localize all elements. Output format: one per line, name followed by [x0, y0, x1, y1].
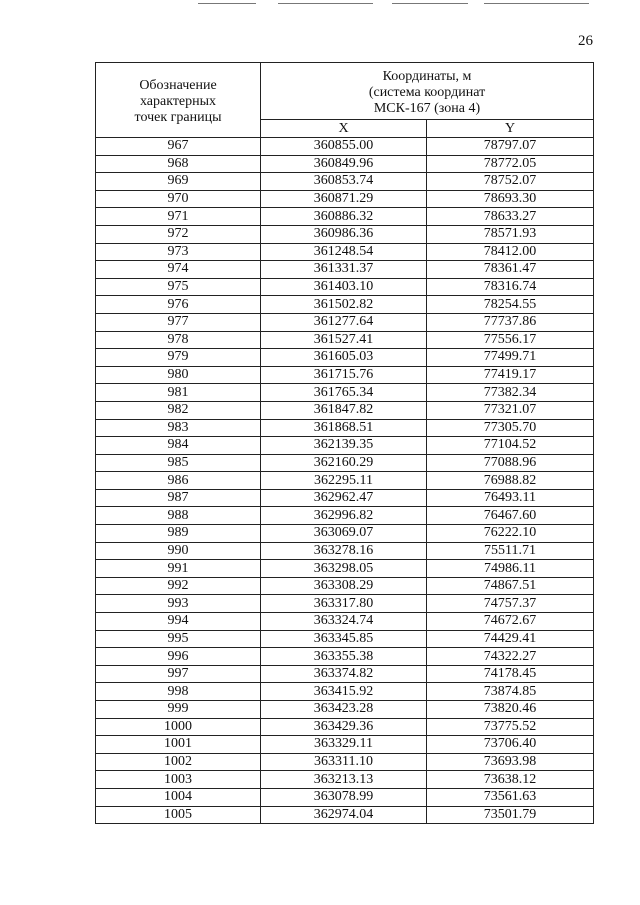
point-number-cell: 967	[96, 138, 261, 156]
x-coordinate-cell: 363078.99	[261, 788, 427, 806]
x-coordinate-cell: 360886.32	[261, 208, 427, 226]
y-coordinate-cell: 78412.00	[427, 243, 594, 261]
x-coordinate-cell: 360986.36	[261, 225, 427, 243]
y-coordinate-cell: 77305.70	[427, 419, 594, 437]
point-number-cell: 980	[96, 366, 261, 384]
y-coordinate-cell: 77556.17	[427, 331, 594, 349]
y-coordinate-cell: 76988.82	[427, 472, 594, 490]
y-coordinate-cell: 73775.52	[427, 718, 594, 736]
table-row	[96, 313, 594, 331]
x-coordinate-cell: 361248.54	[261, 243, 427, 261]
point-number-cell: 998	[96, 683, 261, 701]
x-coordinate-cell: 363355.38	[261, 648, 427, 666]
y-coordinate-cell: 73693.98	[427, 753, 594, 771]
x-coordinate-cell: 361847.82	[261, 401, 427, 419]
y-coordinate-cell: 77499.71	[427, 349, 594, 367]
x-coordinate-cell: 360871.29	[261, 190, 427, 208]
point-number-cell: 990	[96, 542, 261, 560]
point-number-cell: 973	[96, 243, 261, 261]
point-number-cell: 996	[96, 648, 261, 666]
x-coordinate-cell: 363317.80	[261, 595, 427, 613]
table-row	[96, 366, 594, 384]
page-number: 26	[578, 33, 593, 49]
point-designation-header	[96, 63, 261, 138]
x-coordinate-cell: 363308.29	[261, 577, 427, 595]
x-coordinate-cell: 360849.96	[261, 155, 427, 173]
x-coordinate-cell: 361527.41	[261, 331, 427, 349]
top-rule-2	[278, 3, 373, 4]
x-coordinate-cell: 362139.35	[261, 437, 427, 455]
table-row	[96, 806, 594, 824]
x-coordinate-cell: 363278.16	[261, 542, 427, 560]
table-row	[96, 472, 594, 490]
point-number-cell: 971	[96, 208, 261, 226]
point-number-cell: 974	[96, 261, 261, 279]
top-rule-1	[198, 3, 256, 4]
point-number-cell: 999	[96, 701, 261, 719]
y-coordinate-cell: 78633.27	[427, 208, 594, 226]
table-row	[96, 788, 594, 806]
table-row	[96, 595, 594, 613]
table-row	[96, 401, 594, 419]
x-coordinate-cell: 361403.10	[261, 278, 427, 296]
table-row	[96, 718, 594, 736]
point-number-cell: 989	[96, 525, 261, 543]
x-coordinate-cell: 361277.64	[261, 313, 427, 331]
x-coordinate-cell: 363213.13	[261, 771, 427, 789]
y-coordinate-cell: 73501.79	[427, 806, 594, 824]
point-number-cell: 994	[96, 613, 261, 631]
x-coordinate-cell: 361715.76	[261, 366, 427, 384]
y-coordinate-cell: 77382.34	[427, 384, 594, 402]
y-coordinate-cell: 78361.47	[427, 261, 594, 279]
point-number-cell: 1002	[96, 753, 261, 771]
y-coordinate-cell: 77737.86	[427, 313, 594, 331]
point-number-cell: 995	[96, 630, 261, 648]
table-row	[96, 261, 594, 279]
x-coordinate-cell: 362962.47	[261, 489, 427, 507]
x-coordinate-cell: 362974.04	[261, 806, 427, 824]
y-coordinate-cell: 75511.71	[427, 542, 594, 560]
y-coordinate-cell: 74322.27	[427, 648, 594, 666]
x-coordinate-cell: 361868.51	[261, 419, 427, 437]
point-number-cell: 993	[96, 595, 261, 613]
y-coordinate-cell: 78571.93	[427, 225, 594, 243]
point-number-cell: 981	[96, 384, 261, 402]
table-row	[96, 331, 594, 349]
table-row	[96, 454, 594, 472]
table-row	[96, 683, 594, 701]
y-coordinate-cell: 77321.07	[427, 401, 594, 419]
y-coordinate-cell: 74757.37	[427, 595, 594, 613]
x-coordinate-cell: 363429.36	[261, 718, 427, 736]
y-column-header: Y	[427, 120, 594, 138]
y-coordinate-cell: 73638.12	[427, 771, 594, 789]
table-row	[96, 542, 594, 560]
y-coordinate-cell: 78752.07	[427, 173, 594, 191]
x-coordinate-cell: 363374.82	[261, 665, 427, 683]
y-coordinate-cell: 76493.11	[427, 489, 594, 507]
table-row	[96, 138, 594, 156]
table-row	[96, 349, 594, 367]
table-row	[96, 665, 594, 683]
y-coordinate-cell: 74429.41	[427, 630, 594, 648]
x-coordinate-cell: 363345.85	[261, 630, 427, 648]
table-header-row	[96, 63, 594, 120]
y-coordinate-cell: 78797.07	[427, 138, 594, 156]
table-row	[96, 278, 594, 296]
table-row	[96, 753, 594, 771]
coordinates-header	[261, 63, 594, 120]
point-number-cell: 972	[96, 225, 261, 243]
x-coordinate-cell: 361765.34	[261, 384, 427, 402]
table-row	[96, 630, 594, 648]
table-row	[96, 419, 594, 437]
point-number-cell: 975	[96, 278, 261, 296]
y-coordinate-cell: 77104.52	[427, 437, 594, 455]
point-number-cell: 1005	[96, 806, 261, 824]
y-coordinate-cell: 78693.30	[427, 190, 594, 208]
y-coordinate-cell: 74986.11	[427, 560, 594, 578]
y-coordinate-cell: 78254.55	[427, 296, 594, 314]
table-row	[96, 507, 594, 525]
y-coordinate-cell: 76222.10	[427, 525, 594, 543]
x-coordinate-cell: 361502.82	[261, 296, 427, 314]
table-row	[96, 208, 594, 226]
y-coordinate-cell: 74178.45	[427, 665, 594, 683]
point-number-cell: 997	[96, 665, 261, 683]
table-row	[96, 648, 594, 666]
x-coordinate-cell: 362295.11	[261, 472, 427, 490]
point-header-line: характерных	[139, 94, 217, 109]
point-number-cell: 983	[96, 419, 261, 437]
y-coordinate-cell: 77088.96	[427, 454, 594, 472]
table-row	[96, 525, 594, 543]
y-coordinate-cell: 73706.40	[427, 736, 594, 754]
point-number-cell: 984	[96, 437, 261, 455]
y-coordinate-cell: 74867.51	[427, 577, 594, 595]
table-row	[96, 155, 594, 173]
top-rule-4	[484, 3, 589, 4]
point-number-cell: 988	[96, 507, 261, 525]
point-number-cell: 978	[96, 331, 261, 349]
table-row	[96, 173, 594, 191]
point-number-cell: 1004	[96, 788, 261, 806]
coordinates-table	[95, 62, 594, 824]
point-number-cell: 976	[96, 296, 261, 314]
table-row	[96, 577, 594, 595]
table-row	[96, 296, 594, 314]
point-number-cell: 970	[96, 190, 261, 208]
x-coordinate-cell: 363298.05	[261, 560, 427, 578]
x-column-header: X	[261, 120, 427, 138]
x-coordinate-cell: 363324.74	[261, 613, 427, 631]
point-number-cell: 979	[96, 349, 261, 367]
point-number-cell: 1003	[96, 771, 261, 789]
point-number-cell: 969	[96, 173, 261, 191]
x-coordinate-cell: 361331.37	[261, 261, 427, 279]
y-coordinate-cell: 78316.74	[427, 278, 594, 296]
x-coordinate-cell: 363415.92	[261, 683, 427, 701]
point-number-cell: 977	[96, 313, 261, 331]
table-row	[96, 190, 594, 208]
point-number-cell: 1000	[96, 718, 261, 736]
table-row	[96, 560, 594, 578]
y-coordinate-cell: 74672.67	[427, 613, 594, 631]
point-number-cell: 982	[96, 401, 261, 419]
point-header-line: Обозначение	[139, 78, 217, 93]
point-number-cell: 987	[96, 489, 261, 507]
x-coordinate-cell: 363423.28	[261, 701, 427, 719]
point-number-cell: 986	[96, 472, 261, 490]
x-coordinate-cell: 363311.10	[261, 753, 427, 771]
x-coordinate-cell: 363069.07	[261, 525, 427, 543]
x-coordinate-cell: 360853.74	[261, 173, 427, 191]
table-row	[96, 384, 594, 402]
table-row	[96, 225, 594, 243]
point-number-cell: 968	[96, 155, 261, 173]
x-coordinate-cell: 360855.00	[261, 138, 427, 156]
y-coordinate-cell: 73561.63	[427, 788, 594, 806]
table-row	[96, 243, 594, 261]
point-number-cell: 991	[96, 560, 261, 578]
table-row	[96, 489, 594, 507]
point-number-cell: 992	[96, 577, 261, 595]
table-row	[96, 771, 594, 789]
y-coordinate-cell: 76467.60	[427, 507, 594, 525]
table-row	[96, 613, 594, 631]
point-header-line: точек границы	[134, 110, 222, 125]
table-row	[96, 701, 594, 719]
x-coordinate-cell: 362996.82	[261, 507, 427, 525]
table-row	[96, 437, 594, 455]
x-coordinate-cell: 363329.11	[261, 736, 427, 754]
y-coordinate-cell: 78772.05	[427, 155, 594, 173]
coords-header-line: Координаты, м	[382, 69, 472, 84]
x-coordinate-cell: 361605.03	[261, 349, 427, 367]
coords-header-line: (система координат	[368, 85, 486, 100]
point-number-cell: 985	[96, 454, 261, 472]
y-coordinate-cell: 73820.46	[427, 701, 594, 719]
point-number-cell: 1001	[96, 736, 261, 754]
y-coordinate-cell: 77419.17	[427, 366, 594, 384]
top-rule-3	[392, 3, 468, 4]
table-row	[96, 736, 594, 754]
x-coordinate-cell: 362160.29	[261, 454, 427, 472]
coords-header-line: МСК-167 (зона 4)	[373, 101, 481, 116]
y-coordinate-cell: 73874.85	[427, 683, 594, 701]
